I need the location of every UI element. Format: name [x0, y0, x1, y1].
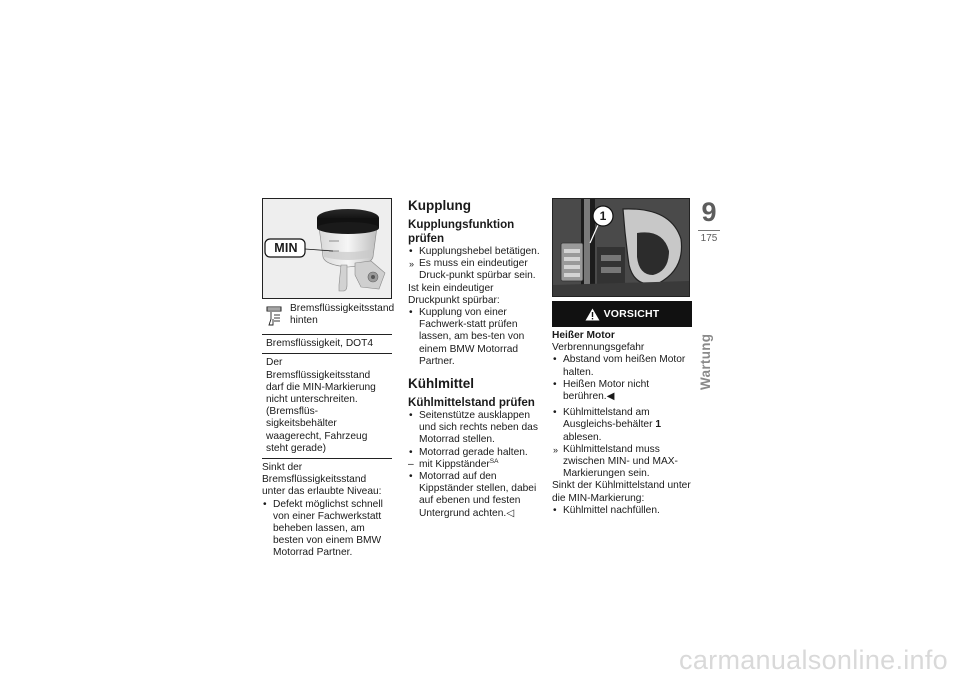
- spec-header: [262, 299, 395, 335]
- coolant-refill-step: • Kühlmittel nachfüllen.: [552, 505, 692, 517]
- warning-list: [552, 354, 692, 403]
- heading-kuehlmittel: Kühlmittel: [408, 376, 474, 392]
- coolant-check-list: [552, 407, 692, 480]
- clutch-paragraph: Ist kein eindeutiger Druckpunkt spürbar:: [408, 282, 500, 306]
- column-left: [262, 198, 395, 560]
- coolant-step-3: [408, 471, 544, 520]
- clutch-step-1: • Kupplungshebel betätigen.: [408, 246, 544, 258]
- brake-reservoir-photo: [262, 198, 392, 299]
- coolant-check-step-1: [552, 407, 692, 444]
- warning-bullet-1: • Abstand vom heißen Motor halten.: [552, 354, 692, 378]
- watermark: carmanualsonline.info: [679, 645, 948, 675]
- coolant-reservoir-illustration: [553, 199, 689, 296]
- warning-triangle-icon: [585, 308, 600, 321]
- warning-label: VORSICHT: [603, 307, 660, 320]
- warning-end-marker: ◀: [606, 391, 615, 403]
- coolant-check-result: » Kühlmittelstand muss zwischen MIN- und MAX-Markierungen sein.: [552, 444, 692, 481]
- option-sa-marker: SA: [489, 457, 499, 465]
- coolant-refill-list: [552, 505, 692, 517]
- clutch-steps: [408, 246, 544, 283]
- end-marker: ◁: [506, 507, 515, 519]
- heading-kuehlmittelstand: Kühlmittelstand prüfen: [408, 396, 535, 410]
- brake-fluid-level-icon: [262, 303, 290, 331]
- coolant-condition-text: mit Kippständer: [419, 458, 490, 470]
- coolant-check-step-1-a: Kühlmittelstand am Ausgleichs-behälter: [563, 407, 656, 431]
- min-label: MIN: [274, 241, 298, 255]
- warning-banner: [552, 301, 692, 327]
- heading-kupplung: Kupplung: [408, 198, 471, 213]
- coolant-condition: [408, 459, 544, 471]
- coolant-step-1: • Seitenstütze ausklappen und sich rechts neben das Motorrad stellen.: [408, 410, 544, 447]
- heading-kupplungsfunktion: Kupplungsfunktion prüfen: [408, 218, 515, 245]
- callout-number: 1: [599, 209, 607, 223]
- brake-paragraph: Sinkt der Bremsflüssigkeitsstand unter das erlaubte Niveau:: [262, 462, 382, 498]
- warning-bullet-2: [552, 379, 692, 403]
- clutch-result-1: » Es muss ein eindeutiger Druck-punkt spürbar sein.: [408, 258, 544, 282]
- brake-list: [262, 499, 392, 560]
- spec-note: Der Bremsflüssigkeitsstand darf die MIN-Markierung nicht unterschreiten. (Bremsflüs-sigkeitsbehälter waagerecht, Fahrzeug steht gerade): [262, 354, 392, 459]
- warning-subtitle: Verbrennungsgefahr: [552, 342, 645, 354]
- column-right: [552, 198, 692, 517]
- coolant-step-2: • Motorrad gerade halten.: [408, 447, 544, 459]
- chapter-number: 9: [701, 197, 717, 227]
- warning-title: Heißer Motor: [552, 330, 615, 341]
- clutch-steps-2: [408, 307, 544, 368]
- coolant-check-ref: 1: [655, 419, 661, 431]
- warning-bullet-2-text: Heißen Motor nicht berühren.: [563, 378, 650, 403]
- spec-value: Bremsflüssigkeit, DOT4: [262, 335, 392, 354]
- clutch-step-2: • Kupplung von einer Fachwerk-statt prüfen lassen, am bes-ten von einem BMW Motorrad Partner.: [408, 307, 544, 368]
- coolant-step-3-text: Motorrad auf den Kippständer stellen, dabei auf ebenen und festen Untergrund achten.: [419, 471, 537, 519]
- coolant-steps: [408, 410, 544, 520]
- coolant-reservoir-photo: [552, 198, 690, 297]
- coolant-check-step-1-b: ablesen.: [563, 431, 602, 443]
- coolant-check-paragraph: Sinkt der Kühlmittelstand unter die MIN-Markierung:: [552, 480, 691, 504]
- spec-title: Bremsflüssigkeitsstand hinten: [290, 303, 395, 327]
- page-number: 175: [700, 233, 718, 244]
- column-middle: [408, 198, 544, 520]
- brake-bullet: • Defekt möglichst schnell von einer Fachwerkstatt beheben lassen, am besten von einem BMW Motorrad Partner.: [262, 499, 392, 560]
- chapter-label: Wartung: [698, 333, 713, 390]
- chapter-rule: [698, 230, 720, 231]
